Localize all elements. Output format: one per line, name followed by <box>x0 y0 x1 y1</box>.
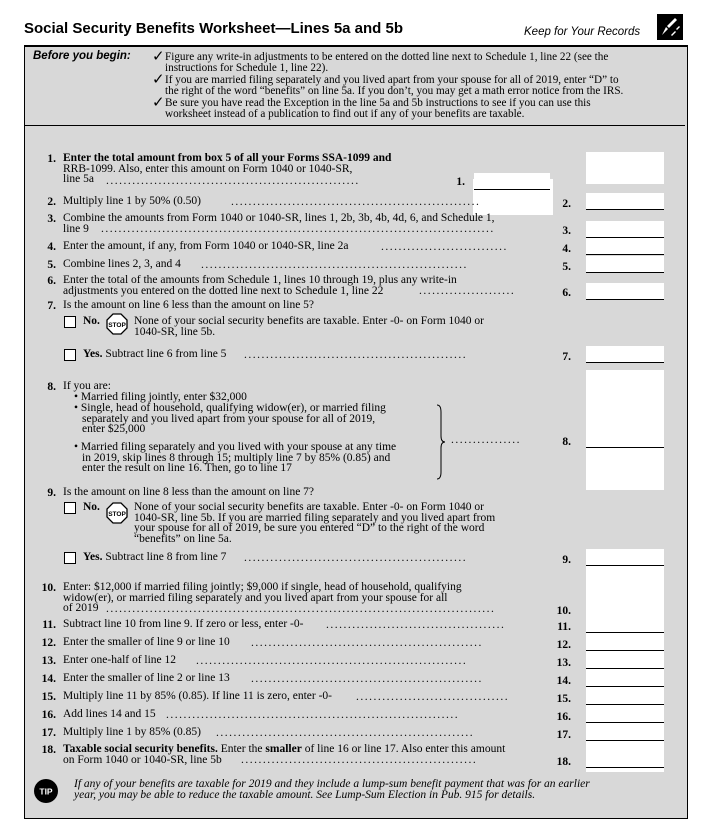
worksheet-box <box>24 47 688 819</box>
pen-on-paper-icon <box>657 14 683 40</box>
line-9-no-checkbox[interactable] <box>64 502 76 514</box>
tip-icon <box>33 778 59 804</box>
line-15-input[interactable] <box>586 688 664 705</box>
stop-sign-icon <box>106 502 128 524</box>
tip-section: TIP If any of your benefits are taxable for 2019 and they include a lump-sum benefit payment that was for an earlier year, you may be able to reduce the taxable amount. See Lump-Sum Election in Pub. 915 for details. <box>26 772 684 814</box>
byb-item: ✓ Figure any write-in adjustments to be entered on the dotted line next to Schedule 1, line 22 (see the instructions for Schedule 1, line 22). <box>152 49 609 74</box>
checkmark-icon: ✓ <box>152 72 165 88</box>
svg-text:STOP: STOP <box>108 511 126 518</box>
line-11-input[interactable] <box>586 616 664 633</box>
line-7-yes-checkbox[interactable] <box>64 349 76 361</box>
worksheet-lines: 1. Enter the total amount from box 5 of all your Forms SSA-1099 and RRB-1099. Also, enter this amount on Form 1040 or 1040-SR, line 5a .......................................................... 1. 2. Multiply line 1 by 50% (0.50) ......................................................... 2. 3. Combine the amounts from Form 1040 or 1040-SR, lines 1, 2b, 3b, 4b, 4d, 6, and Schedule 1, line 9 .......................................................................................... 3. 4. Enter the amount, if any, from Form 1040 or 1040-SR, line 2a ............................. 4. 5. Combine lines 2, 3, and 4 ............................................................. 5. 6. Enter the total of the amounts from Schedule 1, lines 10 through 19, plus any write-in adjustments you entered on the dotted line next to Schedule 1, line 22 ...................... 6. 7. Is the amount on line 6 less than the amount on line 5? No. STOP None of your social security benefits are taxable. Enter -0- on Form 1040 or 1040-SR, line 5b. Yes. Subtract line 6 from line 5 ................................................... 7. 8. If you are: • Married filing jointly, enter $32,000 • Single, head of household, qualifying widow(er), or married filing separately and you lived apart from your spouse for all of 2019, enter $25,000 • Married filing separately and you lived with your spouse at any time in 2019, skip lines 8 through 15; multiply line 7 by 85% (0.85) and enter the result on line 16. Then, go to line 17 ................ 8. 9. Is the amount on line 8 less than the amount on line 7? No. STOP None of your social security benefits are taxable. Enter -0- on Form 1040 or 1040-SR, line 5b. If you are married filing separately and you lived apart from your spouse for all of 2019, be sure you entered “D” to the right of the word “benefits” on line 5a. Yes. Subtract line 8 from line 7 ................................................... 9. 10. Enter: $12,000 if married filing jointly; $9,000 if single, head of household, qualifying widow(er), or married filing separately and you lived apart from your spouse for all of 2019 ......................................................................................... 10. 11. Subtract line 10 from line 9. If zero or less, enter -0- ......................................... 11. 12. Enter the smaller of line 9 or line 10 ..................................................... 12. 13. Enter one-half of line 12 .............................................................. 13. 14. Enter the smaller of line 2 or line 13 ..................................................... 14. 15. Multiply line 11 by 85% (0.85). If line 11 is zero, enter -0- ................................... 15. 16. Add lines 14 and 15 ................................................................... 16. 17. Multiply line 1 by 85% (0.85) ........................................................... 17. 18. Taxable social security benefits. Enter the smaller of line 16 or line 17. Also enter this amount on Form 1040 or 1040-SR, line 5b ...................................................... 18. TIP If any of your benefits are taxable for 2019 and they include a lump-sum benefit payment that was for an earlier year, you may be able to reduce the taxable amount. See Lump-Sum Election in Pub. 915 for details. <box>26 127 686 816</box>
line-9-input[interactable] <box>586 549 664 566</box>
line-1-input[interactable] <box>474 173 550 190</box>
answer-column <box>586 370 664 490</box>
line-5-input[interactable] <box>586 256 664 273</box>
line-9-yes-checkbox[interactable] <box>64 552 76 564</box>
svg-text:STOP: STOP <box>108 322 126 329</box>
byb-item: ✓ If you are married filing separately and you lived apart from your spouse for all of 2019, enter “D” to the right of the word “benefits” on line 5a. If you don’t, you may get a math error notice from the IRS. <box>152 72 624 97</box>
svg-text:TIP: TIP <box>39 786 53 797</box>
line-6-input[interactable] <box>586 283 664 300</box>
line-4-input[interactable] <box>586 238 664 255</box>
answer-column <box>586 152 664 184</box>
line-18-input[interactable] <box>586 751 664 768</box>
checkmark-icon: ✓ <box>152 95 165 111</box>
before-you-begin-label: Before you begin: <box>33 50 131 62</box>
line-3-input[interactable] <box>586 221 664 238</box>
line-8-input[interactable] <box>586 431 664 448</box>
brace <box>436 404 446 480</box>
line-17-input[interactable] <box>586 724 664 741</box>
line-14-input[interactable] <box>586 670 664 687</box>
line-13-input[interactable] <box>586 652 664 669</box>
stop-sign-icon <box>106 313 128 335</box>
line-2-input[interactable] <box>586 193 664 210</box>
form-title: Social Security Benefits Worksheet—Lines 5a and 5b <box>24 20 404 37</box>
checkmark-icon: ✓ <box>152 49 165 65</box>
line-12-input[interactable] <box>586 634 664 651</box>
line-7-no-checkbox[interactable] <box>64 316 76 328</box>
before-you-begin-section <box>25 47 685 126</box>
line-16-input[interactable] <box>586 706 664 723</box>
byb-item: ✓ Be sure you have read the Exception in the line 5a and 5b instructions to see if you can use this worksheet instead of a publication to find out if any of your benefits are taxable. <box>152 95 591 120</box>
line-7-input[interactable] <box>586 346 664 363</box>
keep-records-note: Keep for Your Records <box>524 26 641 38</box>
